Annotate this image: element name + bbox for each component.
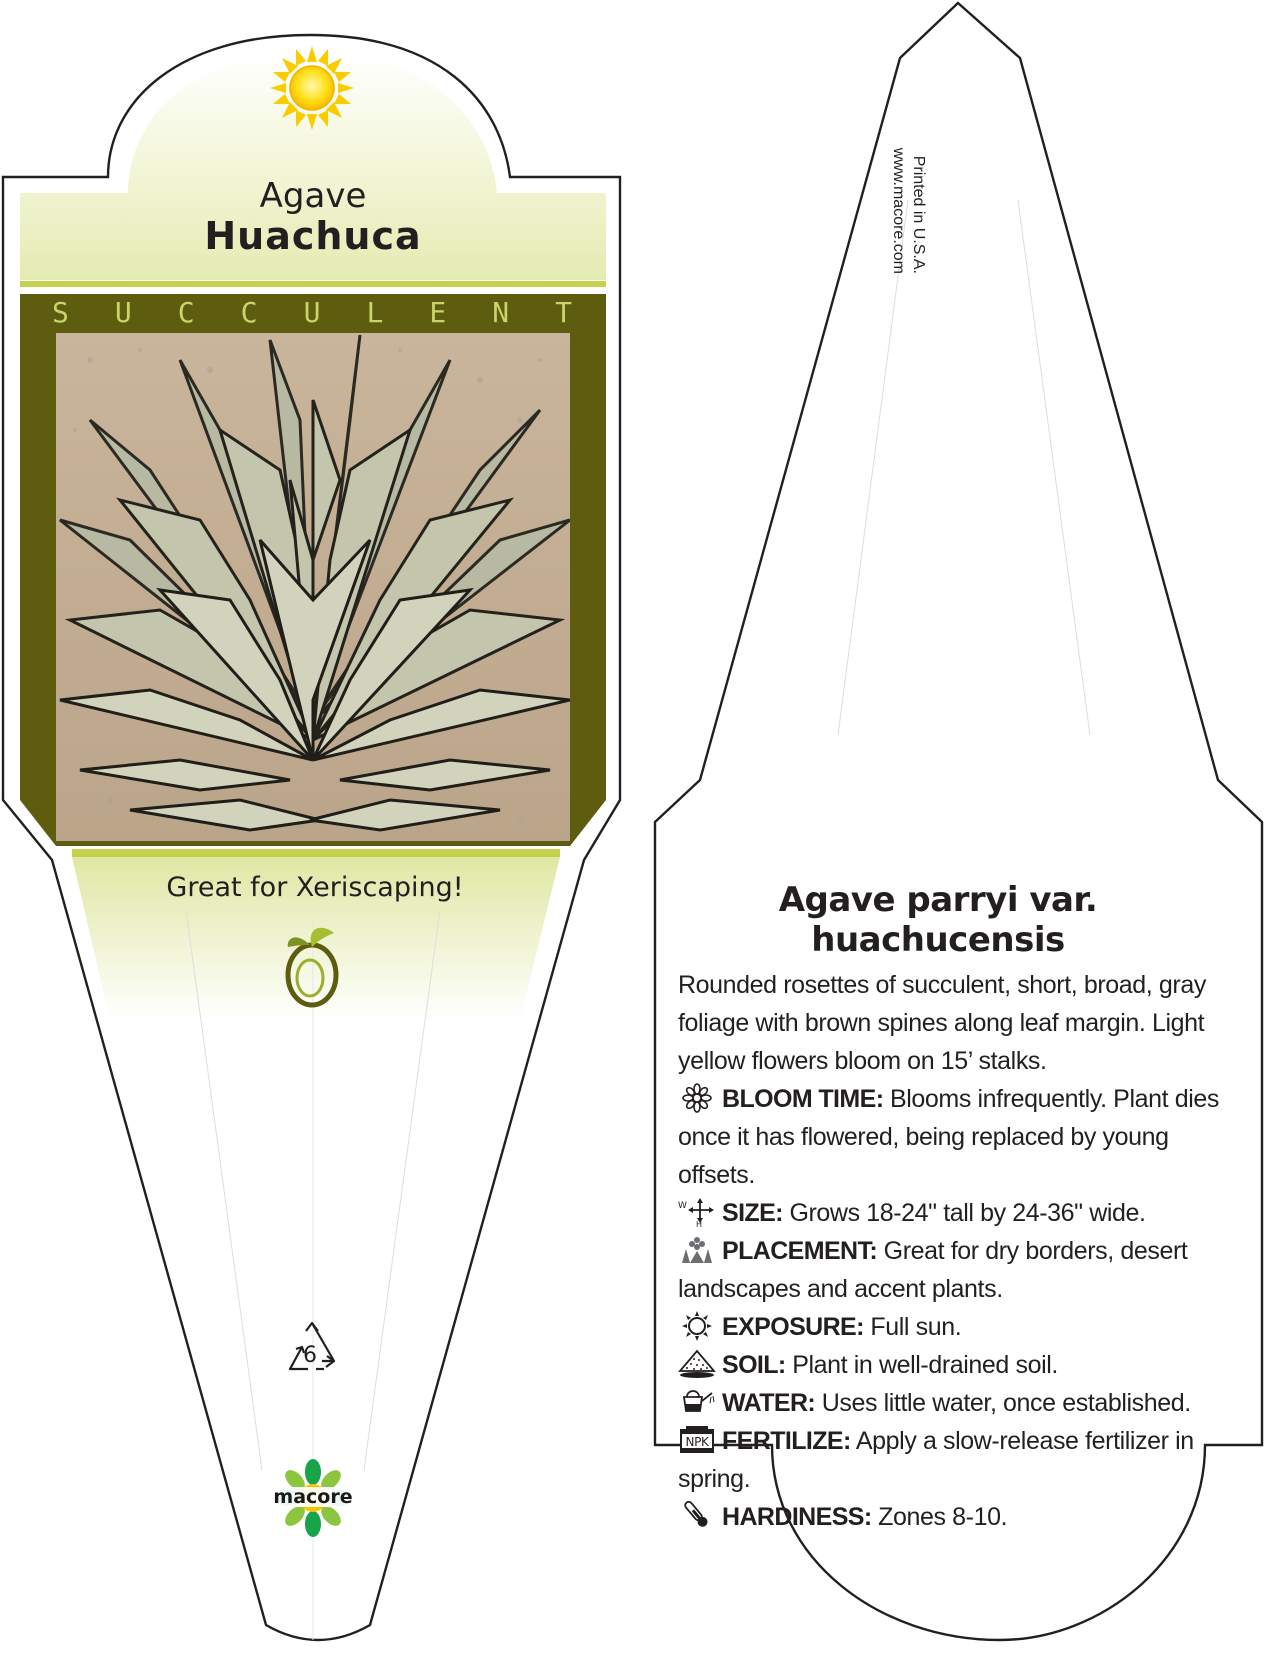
care-text: Full sun. [863,1313,962,1341]
care-label: HARDINESS: [722,1503,872,1531]
care-row-size [678,1194,1243,1232]
seed-sprout-icon [282,920,342,1010]
common-name-line1: Agave [259,176,367,216]
care-text: Blooms infrequently. Plant dies once it has flowered, being replaced by young offsets. [678,1085,1219,1189]
description: Rounded rosettes of succulent, short, broad, gray foliage with brown spines along leaf margin. Light yellow flowers bloom on 15’ stalks. [678,971,1206,1075]
npk-text: NPK [685,1435,709,1449]
category-letter: C [177,296,195,329]
care-row-exposure [678,1308,1243,1346]
care-label: SOIL: [722,1351,786,1379]
common-name-line2: Huachuca [204,214,422,258]
soil-icon [678,1349,716,1379]
print-info-line2: www.macore.com [890,147,907,274]
category-letter: U [114,296,132,329]
agave-photo [56,333,570,841]
print-info-line1: Printed in U.S.A. [910,155,927,274]
care-label: FERTILIZE: [722,1427,851,1455]
recycle-number: 6 [303,1343,317,1368]
care-row-bloom-time [678,1080,1243,1194]
care-label: BLOOM TIME: [722,1085,884,1113]
care-row-soil [678,1346,1243,1384]
thermometer-icon [678,1501,716,1531]
category-letter: E [429,296,447,329]
care-info [678,880,1258,1536]
care-label: PLACEMENT: [722,1237,878,1265]
care-text: Uses little water, once established. [815,1389,1191,1417]
care-row-hardiness [678,1498,1243,1536]
care-label: WATER: [722,1389,816,1417]
care-text: Apply a slow-release fertilizer in spring. [678,1427,1194,1493]
care-text: Grows 18-24" tall by 24-36" wide. [782,1199,1146,1227]
care-row-water [678,1384,1243,1422]
macore-logo: macore [273,1486,353,1508]
size-icon-w: W [678,1201,687,1211]
care-text: Zones 8-10. [871,1503,1008,1531]
size-arrows-icon [678,1197,716,1227]
size-icon-h: H [696,1220,702,1227]
category-letter: S [52,296,69,329]
print-info [888,64,928,274]
category-letter: U [303,296,321,329]
care-row-fertilize [678,1422,1243,1498]
care-label: SIZE: [722,1199,783,1227]
sun-icon [268,44,356,132]
sun-outline-icon [678,1311,716,1341]
category-letter: L [366,296,384,329]
category-letter: N [492,296,510,329]
care-row-placement [678,1232,1243,1308]
flower-icon [678,1083,716,1113]
category-label [52,296,572,330]
botanical-name: Agave parryi var. huachucensis [778,880,1098,960]
npk-fertilizer-icon [678,1425,716,1455]
tagline: Great for Xeriscaping! [166,872,464,903]
care-text: Great for dry borders, desert landscapes and accent plants. [678,1237,1188,1303]
care-label: EXPOSURE: [722,1313,864,1341]
category-letter: T [555,296,572,329]
category-letter: C [240,296,258,329]
watering-can-icon [678,1387,716,1417]
placement-plants-icon [678,1235,716,1265]
care-text: Plant in well-drained soil. [785,1351,1058,1379]
